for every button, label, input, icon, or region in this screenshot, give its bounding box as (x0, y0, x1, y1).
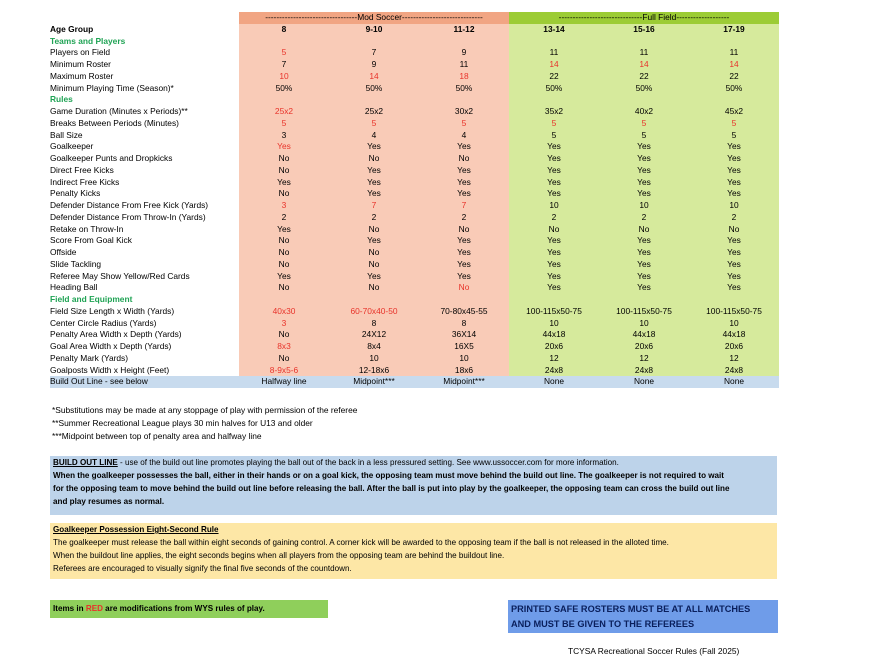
section-spacer-cell (509, 94, 599, 106)
table-cell: Midpoint*** (419, 376, 509, 388)
table-cell: Yes (599, 188, 689, 200)
table-cell: 7 (329, 200, 419, 212)
table-cell: 8x3 (239, 341, 329, 353)
col-header-11-12: 11-12 (419, 24, 509, 36)
table-cell: 16X5 (419, 341, 509, 353)
section-row (50, 294, 779, 306)
table-cell: Yes (689, 177, 779, 189)
section-spacer-cell (599, 294, 689, 306)
section-spacer-cell (329, 294, 419, 306)
table-cell: 5 (239, 118, 329, 130)
table-cell: No (329, 224, 419, 236)
section-heading: Teams and Players (50, 35, 126, 46)
table-cell: Yes (329, 188, 419, 200)
col-header-15-16: 15-16 (599, 24, 689, 36)
table-row (50, 212, 779, 224)
table-row (50, 235, 779, 247)
table-cell: 60-70x40-50 (329, 306, 419, 318)
section-spacer-cell (509, 36, 599, 48)
table-cell: 18x6 (419, 365, 509, 377)
row-label: Penalty Mark (Yards) (50, 352, 129, 363)
row-label: Build Out Line - see below (50, 376, 239, 388)
row-label: Penalty Area Width x Depth (Yards) (50, 329, 182, 340)
table-cell: Yes (689, 141, 779, 153)
table-row (50, 83, 779, 95)
row-label: Defender Distance From Free Kick (Yards) (50, 200, 209, 210)
table-cell: 50% (239, 83, 329, 95)
table-cell: Yes (419, 188, 509, 200)
row-label: Goalkeeper Punts and Dropkicks (50, 153, 173, 163)
table-cell: No (599, 224, 689, 236)
table-cell: 2 (329, 212, 419, 224)
col-header-8: 8 (239, 24, 329, 36)
row-label: Score From Goal Kick (50, 235, 132, 246)
table-cell: 44x18 (689, 329, 779, 341)
table-cell: 24x8 (689, 365, 779, 377)
table-cell: 10 (689, 200, 779, 212)
row-label: Penalty Kicks (50, 188, 101, 199)
table-cell: 8-9x5-6 (239, 365, 329, 377)
table-row (50, 141, 779, 153)
table-cell: 11 (509, 47, 599, 59)
row-label: Defender Distance From Throw-In (Yards) (50, 211, 206, 222)
table-cell: Yes (419, 235, 509, 247)
table-cell: No (239, 247, 329, 259)
table-cell: 5 (239, 47, 329, 59)
table-row (50, 47, 779, 59)
table-cell: Yes (239, 141, 329, 153)
table-cell: Yes (509, 235, 599, 247)
table-cell: No (239, 329, 329, 341)
table-cell: 24X12 (329, 329, 419, 341)
table-cell: 5 (419, 118, 509, 130)
table-row (50, 165, 779, 177)
table-row (50, 271, 779, 283)
build-out-intro: - use of the build out line promotes playing the ball out of the back in a less pressured setting. See www.ussoccer.com for more information. (117, 458, 619, 467)
section-spacer-cell (239, 294, 329, 306)
table-cell: 7 (239, 59, 329, 71)
table-cell: 18 (419, 71, 509, 83)
table-row (50, 353, 779, 365)
rules-table-body (50, 12, 779, 388)
table-cell: 22 (509, 71, 599, 83)
table-cell: No (329, 153, 419, 165)
table-cell: 30x2 (419, 106, 509, 118)
table-row (50, 59, 779, 71)
table-cell: Yes (509, 282, 599, 294)
section-spacer-cell (239, 94, 329, 106)
section-spacer-cell (419, 94, 509, 106)
printed-rosters-line-1: PRINTED SAFE ROSTERS MUST BE AT ALL MATCHES (511, 604, 751, 614)
table-cell: 4 (419, 130, 509, 142)
table-cell: No (239, 153, 329, 165)
table-row (50, 329, 779, 341)
table-row (50, 365, 779, 377)
table-cell: No (239, 188, 329, 200)
table-cell: 36X14 (419, 329, 509, 341)
table-row (50, 71, 779, 83)
row-label: Field Size Length x Width (Yards) (50, 305, 175, 316)
table-cell: 70-80x45-55 (419, 306, 509, 318)
col-header-13-14: 13-14 (509, 24, 599, 36)
table-cell: Yes (599, 271, 689, 283)
table-cell: Halfway line (239, 376, 329, 388)
table-cell: 12 (599, 353, 689, 365)
table-cell: 5 (509, 118, 599, 130)
table-row (50, 118, 779, 130)
table-cell: 12-18x6 (329, 365, 419, 377)
table-cell: 3 (239, 200, 329, 212)
table-row (50, 177, 779, 189)
table-cell: Yes (689, 247, 779, 259)
table-cell: 9 (419, 47, 509, 59)
table-cell: None (599, 376, 689, 388)
table-cell: Yes (689, 153, 779, 165)
table-cell: 2 (509, 212, 599, 224)
table-cell: 25x2 (329, 106, 419, 118)
table-cell: Yes (419, 259, 509, 271)
section-spacer-cell (509, 294, 599, 306)
section-spacer-cell (419, 294, 509, 306)
table-cell: No (419, 282, 509, 294)
row-label: Ball Size (50, 129, 83, 140)
table-cell: 7 (329, 47, 419, 59)
table-cell: No (509, 224, 599, 236)
table-cell: No (239, 259, 329, 271)
document-footer: TCYSA Recreational Soccer Rules (Fall 2025) (568, 646, 740, 656)
banner-row (50, 12, 779, 24)
table-cell: 10 (509, 318, 599, 330)
table-cell: 2 (239, 212, 329, 224)
table-cell: 3 (239, 318, 329, 330)
row-label: Heading Ball (50, 282, 98, 293)
table-cell: Yes (419, 271, 509, 283)
table-cell: Yes (509, 188, 599, 200)
goalkeeper-rule-line-3: Referees are encouraged to visually signify the final five seconds of the countdown. (53, 564, 352, 573)
table-cell: No (419, 224, 509, 236)
table-cell: Yes (509, 165, 599, 177)
row-label: Minimum Roster (50, 59, 111, 69)
table-cell: Yes (599, 259, 689, 271)
table-row (50, 341, 779, 353)
table-row (50, 106, 779, 118)
table-cell: None (689, 376, 779, 388)
table-cell: 10 (689, 318, 779, 330)
section-spacer-cell (329, 94, 419, 106)
table-cell: 24x8 (509, 365, 599, 377)
table-cell: Yes (419, 247, 509, 259)
table-cell: Yes (689, 188, 779, 200)
table-cell: Yes (689, 165, 779, 177)
table-cell: Yes (419, 165, 509, 177)
table-cell: 10 (239, 71, 329, 83)
section-heading: Field and Equipment (50, 294, 133, 304)
table-cell: 40x2 (599, 106, 689, 118)
row-label: Slide Tackling (50, 258, 102, 269)
table-cell: 12 (689, 353, 779, 365)
table-cell: 14 (689, 59, 779, 71)
table-cell: 10 (329, 353, 419, 365)
table-cell: Yes (509, 271, 599, 283)
printed-rosters-line-2: AND MUST BE GIVEN TO THE REFEREES (511, 619, 695, 629)
table-cell: 7 (419, 200, 509, 212)
table-cell: Yes (689, 282, 779, 294)
table-cell: 3 (239, 130, 329, 142)
table-cell: 5 (689, 118, 779, 130)
table-cell: Yes (689, 259, 779, 271)
col-header-17-19: 17-19 (689, 24, 779, 36)
section-row (50, 36, 779, 48)
red-items-post: are modifications from WYS rules of play. (102, 604, 265, 613)
table-cell: 100-115x50-75 (599, 306, 689, 318)
table-cell: 4 (329, 130, 419, 142)
table-cell: Midpoint*** (329, 376, 419, 388)
banner-blank (50, 12, 239, 24)
table-row (50, 200, 779, 212)
table-cell: Yes (419, 177, 509, 189)
table-cell: 5 (599, 130, 689, 142)
table-cell: Yes (509, 177, 599, 189)
goalkeeper-rule-box (50, 523, 777, 579)
table-cell: 100-115x50-75 (689, 306, 779, 318)
section-spacer-cell (689, 94, 779, 106)
table-cell: 2 (689, 212, 779, 224)
table-cell: Yes (599, 141, 689, 153)
table-cell: 11 (419, 59, 509, 71)
table-cell: 8 (419, 318, 509, 330)
table-cell: 14 (329, 71, 419, 83)
table-cell: 20x6 (689, 341, 779, 353)
table-cell: Yes (599, 247, 689, 259)
table-cell: Yes (329, 165, 419, 177)
section-spacer-cell (329, 36, 419, 48)
table-cell: Yes (329, 141, 419, 153)
table-cell: Yes (509, 153, 599, 165)
row-label: Indirect Free Kicks (50, 176, 120, 187)
table-cell: Yes (689, 271, 779, 283)
section-spacer-cell (239, 36, 329, 48)
table-cell: Yes (329, 235, 419, 247)
table-cell: No (689, 224, 779, 236)
goalkeeper-rule-title: Goalkeeper Possession Eight-Second Rule (53, 525, 219, 534)
table-cell: 8x4 (329, 341, 419, 353)
table-cell: Yes (239, 271, 329, 283)
section-spacer-cell (689, 36, 779, 48)
goalkeeper-rule-line-2: When the buildout line applies, the eight seconds begins when all players from the opposing team are behind the buildout line. (53, 551, 505, 560)
table-row (50, 247, 779, 259)
table-cell: 9 (329, 59, 419, 71)
row-label: Retake on Throw-In (50, 223, 124, 234)
build-out-line-box (50, 456, 777, 515)
table-row (50, 188, 779, 200)
table-cell: Yes (509, 247, 599, 259)
red-items-red-word: RED (85, 604, 103, 613)
footnote-summer-league: **Summer Recreational League plays 30 min halves for U13 and older (52, 418, 313, 428)
table-cell: 20x6 (509, 341, 599, 353)
table-cell: No (239, 165, 329, 177)
table-cell: 14 (599, 59, 689, 71)
table-cell: 5 (329, 118, 419, 130)
table-cell: 8 (329, 318, 419, 330)
table-cell: Yes (509, 259, 599, 271)
table-cell: No (329, 259, 419, 271)
goalkeeper-rule-line-1: The goalkeeper must release the ball within eight seconds of gaining control. A corner kick will be awarded to the opposing team if the ball is not released in the alloted time. (53, 538, 669, 547)
printed-rosters-note (508, 600, 778, 633)
build-out-intro-line (53, 456, 777, 469)
section-spacer-cell (599, 36, 689, 48)
table-cell: 50% (689, 83, 779, 95)
table-cell: Yes (689, 235, 779, 247)
table-cell: 22 (689, 71, 779, 83)
table-row (50, 153, 779, 165)
table-row (50, 282, 779, 294)
row-label: Minimum Playing Time (Season)* (50, 82, 174, 93)
table-cell: Yes (599, 165, 689, 177)
table-cell: 5 (599, 118, 689, 130)
table-cell: Yes (239, 224, 329, 236)
age-group-header: Age Group (50, 23, 94, 34)
table-cell: 100-115x50-75 (509, 306, 599, 318)
table-cell: 25x2 (239, 106, 329, 118)
section-spacer-cell (689, 294, 779, 306)
footnote-midpoint: ***Midpoint between top of penalty area and halfway line (52, 431, 262, 441)
table-cell: 10 (599, 200, 689, 212)
col-header-9-10: 9-10 (329, 24, 419, 36)
table-row (50, 224, 779, 236)
table-cell: No (239, 282, 329, 294)
table-cell: 22 (599, 71, 689, 83)
red-items-pre: Items in (53, 604, 86, 613)
table-row (50, 259, 779, 271)
table-cell: Yes (599, 177, 689, 189)
table-cell: Yes (329, 271, 419, 283)
build-out-rule-line-3: and play resumes as normal. (53, 497, 165, 506)
row-label: Maximum Roster (50, 70, 114, 81)
table-cell: No (329, 247, 419, 259)
column-header-row (50, 24, 779, 36)
row-label: Referee May Show Yellow/Red Cards (50, 270, 190, 281)
section-row (50, 94, 779, 106)
section-spacer-cell (419, 36, 509, 48)
red-items-note (50, 600, 328, 618)
table-cell: 44x18 (509, 329, 599, 341)
table-cell: No (239, 353, 329, 365)
table-row (50, 130, 779, 142)
table-cell: 50% (509, 83, 599, 95)
table-cell: No (239, 235, 329, 247)
full-field-banner: ------------------------------Full Field------------------- (509, 12, 779, 24)
row-label: Goalposts Width x Height (Feet) (50, 364, 170, 375)
footnote-substitutions: *Substitutions may be made at any stoppage of play with permission of the referee (52, 405, 358, 415)
row-label: Goal Area Width x Depth (Yards) (50, 341, 172, 351)
table-cell: 10 (419, 353, 509, 365)
table-cell: 50% (419, 83, 509, 95)
table-cell: Yes (509, 141, 599, 153)
table-cell: Yes (599, 153, 689, 165)
rules-table (50, 12, 779, 388)
table-cell: 11 (689, 47, 779, 59)
section-heading: Rules (50, 94, 73, 105)
footnotes (52, 404, 357, 443)
row-label: Game Duration (Minutes x Periods)** (50, 106, 188, 116)
table-row (50, 318, 779, 330)
build-out-rule-line-2: for the opposing team to move behind the build out line before releasing the ball. After the ball is put into play by the goalkeeper, the opposing team can cross the build out line (53, 484, 730, 493)
table-cell: Yes (599, 235, 689, 247)
table-row (50, 376, 779, 388)
section-spacer-cell (599, 94, 689, 106)
table-cell: None (509, 376, 599, 388)
table-cell: 5 (689, 130, 779, 142)
table-cell: 35x2 (509, 106, 599, 118)
row-label: Offside (50, 247, 77, 257)
table-cell: 12 (509, 353, 599, 365)
table-cell: 5 (509, 130, 599, 142)
table-cell: 50% (329, 83, 419, 95)
build-out-title: BUILD OUT LINE (53, 458, 118, 467)
mod-soccer-banner: ---------------------------------Mod Soccer----------------------------- (239, 12, 509, 24)
build-out-rule-line-1: When the goalkeeper possesses the ball, either in their hands or on a goal kick, the opposing team must move behind the build out line. The goalkeeper is not required to wait (53, 471, 724, 480)
row-label: Goalkeeper (50, 141, 94, 152)
table-cell: Yes (599, 282, 689, 294)
table-cell: 50% (599, 83, 689, 95)
table-cell: 44x18 (599, 329, 689, 341)
row-label: Breaks Between Periods (Minutes) (50, 117, 179, 128)
table-cell: Yes (239, 177, 329, 189)
table-cell: No (419, 153, 509, 165)
table-cell: 2 (599, 212, 689, 224)
table-cell: 10 (599, 318, 689, 330)
table-cell: Yes (329, 177, 419, 189)
table-cell: No (329, 282, 419, 294)
table-cell: 14 (509, 59, 599, 71)
table-row (50, 306, 779, 318)
table-cell: Yes (419, 141, 509, 153)
row-label: Direct Free Kicks (50, 164, 114, 175)
row-label: Center Circle Radius (Yards) (50, 317, 157, 328)
table-cell: 45x2 (689, 106, 779, 118)
table-cell: 10 (509, 200, 599, 212)
table-cell: 40x30 (239, 306, 329, 318)
row-label: Players on Field (50, 47, 111, 58)
table-cell: 2 (419, 212, 509, 224)
table-cell: 24x8 (599, 365, 689, 377)
table-cell: 11 (599, 47, 689, 59)
table-cell: 20x6 (599, 341, 689, 353)
